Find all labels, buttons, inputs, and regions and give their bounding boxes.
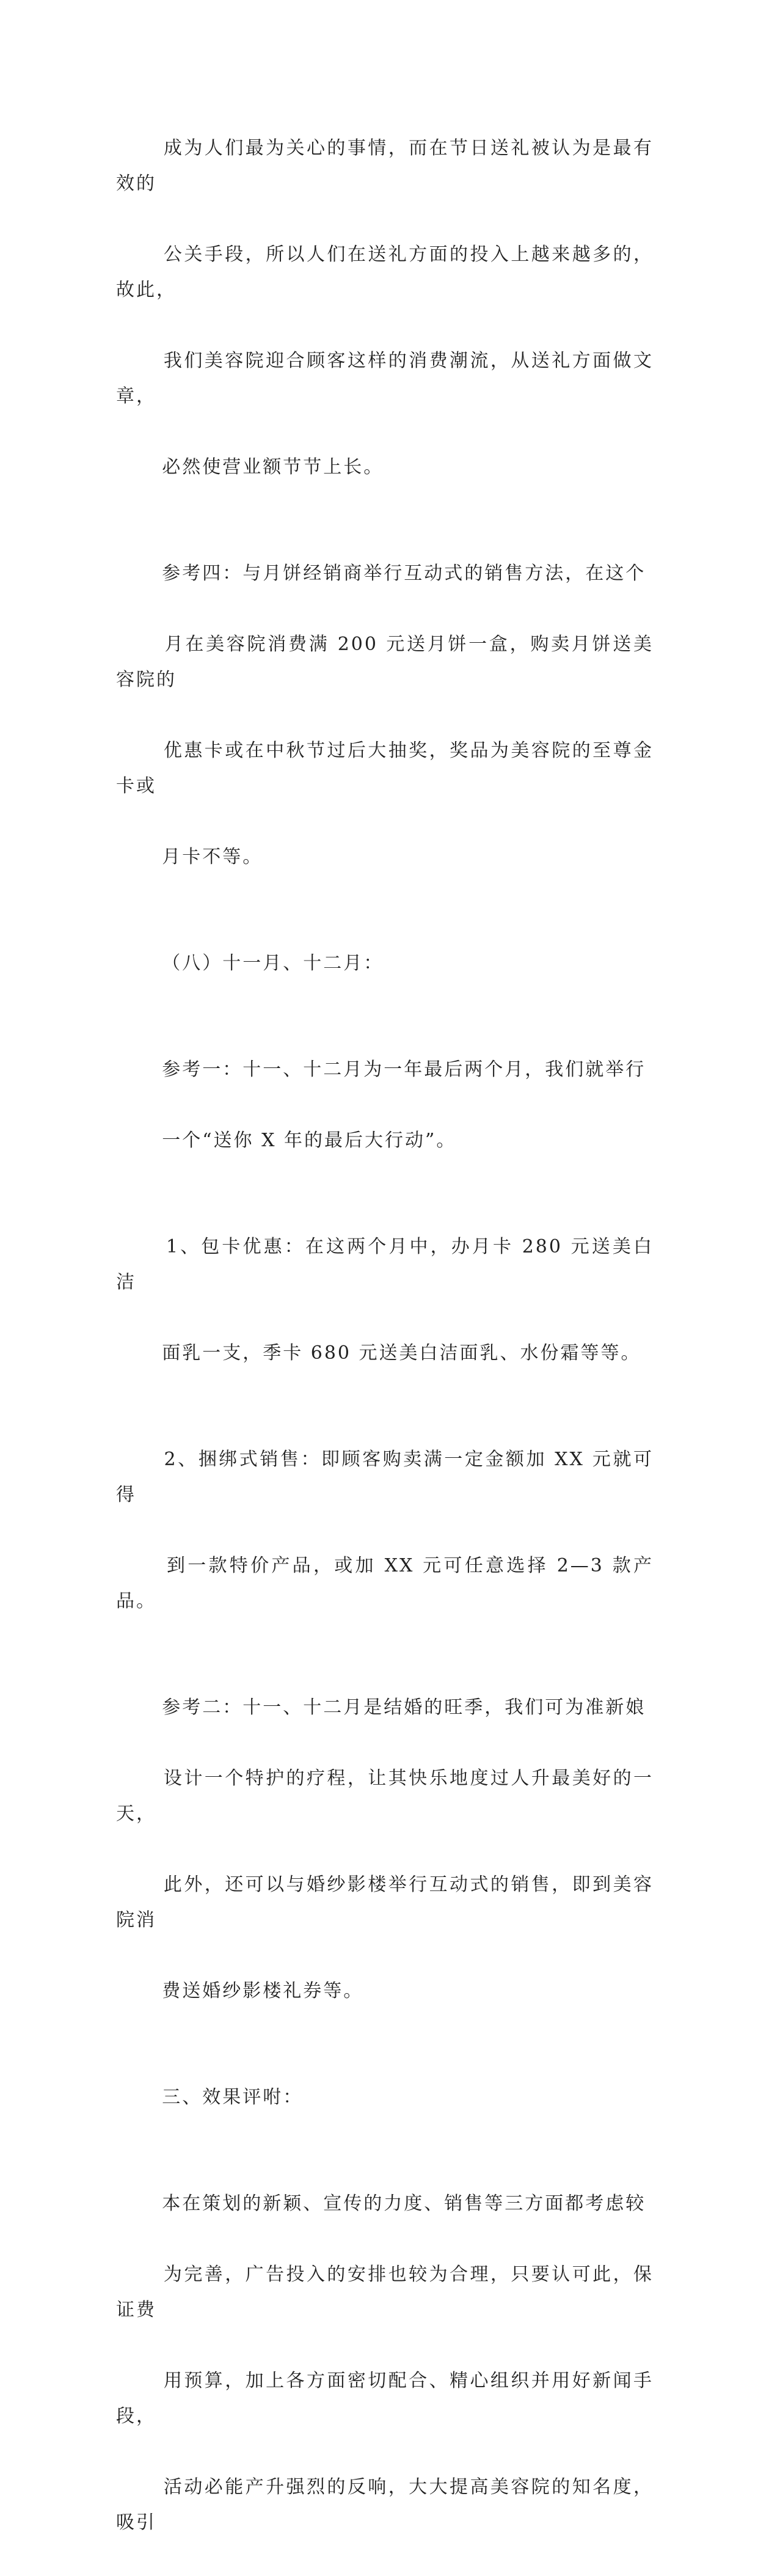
paragraph-gift-marketing bbox=[116, 95, 654, 521]
text-line: 用预算，加上各方面密切配合、精心组织并用好新闻手段， bbox=[116, 2370, 654, 2427]
text-line: 1、包卡优惠：在这两个月中，办月卡 280 元送美白洁 bbox=[116, 1236, 654, 1293]
text-line: 三、效果评咐： bbox=[162, 2087, 304, 2108]
text-line: 活动必能产升强烈的反响，大大提高美容院的知名度，吸引 bbox=[116, 2476, 654, 2533]
text-line: 参考二：十一、十二月是结婚的旺季，我们可为准新娘 bbox=[162, 1697, 646, 1718]
text-line: 我们美容院迎合顾客这样的消费潮流，从送礼方面做文章， bbox=[116, 350, 654, 407]
paragraph-bundle-sales bbox=[116, 1407, 654, 1655]
text-line: 参考四：与月饼经销商举行互动式的销售方法，在这个 bbox=[162, 563, 646, 584]
text-line: 面乳一支，季卡 680 元送美白洁面乳、水份霜等等。 bbox=[162, 1342, 641, 1364]
paragraph-reference-two bbox=[116, 1655, 654, 2044]
text-line: 月在美容院消费满 200 元送月饼一盒，购卖月饼送美容院的 bbox=[116, 634, 654, 690]
paragraph-card-offer bbox=[116, 1194, 654, 1407]
text-line: 必然使营业额节节上长。 bbox=[162, 456, 384, 478]
section-heading-nov-dec bbox=[116, 910, 654, 1017]
text-line: 公关手段，所以人们在送礼方面的投入上越来越多的，故此， bbox=[116, 244, 654, 301]
text-line: 设计一个特护的疗程，让其快乐地度过人升最美好的一天， bbox=[116, 1768, 654, 1824]
text-line: 本在策划的新颖、宣传的力度、销售等三方面都考虑较 bbox=[162, 2193, 646, 2214]
text-line: 月卡不等。 bbox=[162, 846, 263, 868]
section-heading-evaluation bbox=[116, 2044, 654, 2151]
text-line: 为完善，广告投入的安排也较为合理，只要认可此，保证费 bbox=[116, 2264, 654, 2321]
text-line: 优惠卡或在中秋节过后大抽奖，奖品为美容院的至尊金卡或 bbox=[116, 740, 654, 797]
text-line: 参考一：十一、十二月为一年最后两个月，我们就举行 bbox=[162, 1059, 646, 1080]
text-line: 到一款特价产品，或加 XX 元可任意选择 2—3 款产品。 bbox=[116, 1555, 654, 1612]
text-line: 一个“送你 X 年的最后大行动”。 bbox=[162, 1130, 457, 1151]
paragraph-reference-one bbox=[116, 1017, 654, 1194]
paragraph-reference-four bbox=[116, 521, 654, 910]
text-line: （八）十一月、十二月： bbox=[162, 953, 384, 974]
paragraph-evaluation bbox=[116, 2151, 654, 2576]
document-body bbox=[116, 95, 654, 2576]
text-line: 费送婚纱影楼礼券等。 bbox=[162, 1980, 364, 2002]
text-line: 此外，还可以与婚纱影楼举行互动式的销售，即到美容院消 bbox=[116, 1874, 654, 1931]
text-line: 2、捆绑式销售：即顾客购卖满一定金额加 XX 元就可得 bbox=[116, 1449, 654, 1506]
text-line: 成为人们最为关心的事情，而在节日送礼被认为是最有效的 bbox=[116, 137, 654, 194]
